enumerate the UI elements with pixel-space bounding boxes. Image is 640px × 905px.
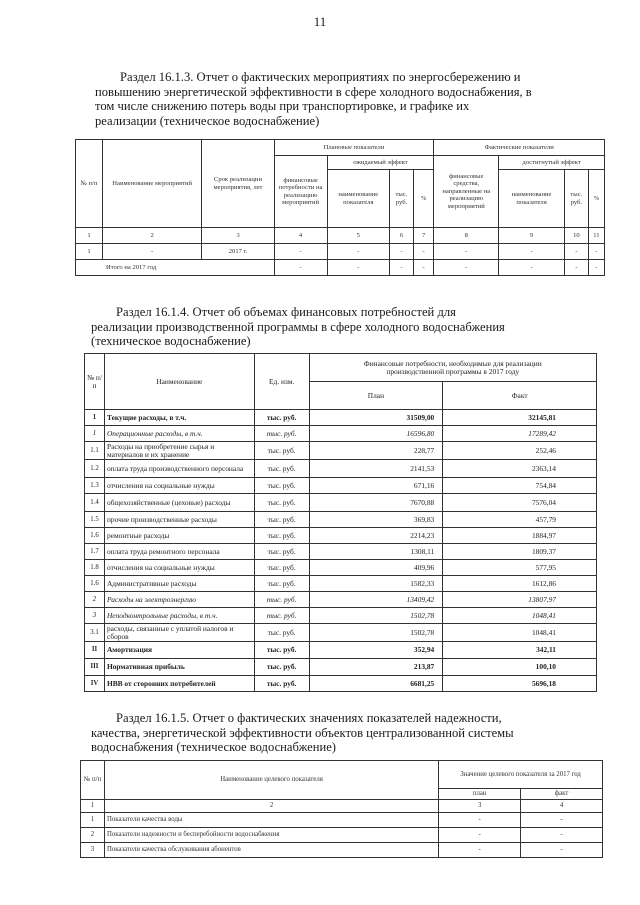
row-num: 1.4: [85, 494, 105, 512]
row-num: 3.1: [85, 624, 105, 642]
col-number: 2: [102, 228, 201, 244]
hdr-fin-need: финансовые потребности на реализацию мероприятий: [274, 156, 327, 228]
row-plan: 7670,88: [309, 494, 443, 512]
row-unit: тыс. руб.: [254, 659, 309, 676]
row-unit: тыс. руб.: [254, 512, 309, 528]
col-number: 4: [521, 800, 603, 813]
row-unit: тыс. руб.: [254, 410, 309, 426]
row-plan: -: [439, 828, 521, 843]
col-number: 2: [104, 800, 438, 813]
row-plan: 2214,23: [309, 528, 443, 544]
row-plan: 1502,78: [309, 608, 443, 624]
table-row: [85, 442, 597, 460]
row-plan: 2141,53: [309, 460, 443, 478]
row-name: Показатели качества воды: [104, 813, 438, 828]
table-row: [85, 512, 597, 528]
row-unit: тыс. руб.: [254, 426, 309, 442]
heading-line: (техническое водоснабжение): [91, 334, 251, 348]
table-row: [85, 608, 597, 624]
row-name: Амортизация: [104, 642, 254, 659]
row-fact: 100,10: [443, 659, 597, 676]
cell: -: [413, 244, 434, 260]
table-row: [85, 592, 597, 608]
hdr-name: Наименование мероприятий: [102, 140, 201, 228]
hdr-ths: тыс. руб.: [390, 170, 414, 228]
row-unit: тыс. руб.: [254, 676, 309, 692]
row-num: 1.6: [85, 528, 105, 544]
section-heading-16-1-3: [95, 70, 587, 128]
row-name: расходы, связанные с уплатой налогов и сборов: [104, 624, 254, 642]
table-row: [85, 576, 597, 592]
table-row: [85, 659, 597, 676]
cell: -: [564, 244, 588, 260]
heading-line: качества, энергетической эффективности объектов централизованной системы: [91, 725, 514, 740]
table-row: [85, 478, 597, 494]
row-plan: 1308,11: [309, 544, 443, 560]
row-num: 1.1: [85, 442, 105, 460]
row-num: III: [85, 659, 105, 676]
row-fact: 1884,97: [443, 528, 597, 544]
row-fact: 17289,42: [443, 426, 597, 442]
row-fact: 457,79: [443, 512, 597, 528]
row-num: IV: [85, 676, 105, 692]
row-fact: 2363,14: [443, 460, 597, 478]
hdr-actual: Фактические показатели: [434, 140, 605, 156]
table-row: [85, 676, 597, 692]
col-number: 10: [564, 228, 588, 244]
row-name: Показатели качества обслуживания абонентов: [104, 843, 438, 858]
row-plan: 409,96: [309, 560, 443, 576]
table-row: [85, 460, 597, 478]
cell: 2017 г.: [202, 244, 274, 260]
row-fact: 577,95: [443, 560, 597, 576]
table-row: [81, 843, 603, 858]
row-num: 1: [85, 426, 105, 442]
row-num: 1.8: [85, 560, 105, 576]
row-fact: 1809,37: [443, 544, 597, 560]
row-plan: 213,87: [309, 659, 443, 676]
table-total-row: [76, 260, 605, 276]
row-plan: 228,77: [309, 442, 443, 460]
heading-line: Раздел 16.1.3. Отчет о фактических мероприятиях по энергосбережению и: [120, 70, 521, 84]
row-name: Административные расходы: [104, 576, 254, 592]
row-name: НВВ от сторонних потребителей: [104, 676, 254, 692]
row-unit: тыс. руб.: [254, 624, 309, 642]
hdr-expected: ожидаемый эффект: [327, 156, 434, 170]
row-num: 1.7: [85, 544, 105, 560]
table-row: [85, 642, 597, 659]
row-num: 2: [81, 828, 105, 843]
col-number: 6: [390, 228, 414, 244]
heading-line: реализации (техническое водоснабжение): [95, 113, 320, 128]
row-num: 1.2: [85, 460, 105, 478]
section-heading-16-1-4: [91, 305, 571, 349]
hdr-pct: %: [413, 170, 434, 228]
row-fact: -: [521, 828, 603, 843]
table-row: [85, 560, 597, 576]
row-unit: тыс. руб.: [254, 592, 309, 608]
hdr-pct: %: [588, 170, 604, 228]
row-plan: 13409,42: [309, 592, 443, 608]
col-number: 7: [413, 228, 434, 244]
row-name: отчисления на социальные нужды: [104, 478, 254, 494]
hdr-achieved: достигнутый эффект: [499, 156, 605, 170]
hdr-ths: тыс. руб.: [564, 170, 588, 228]
cell: 1: [76, 244, 103, 260]
row-unit: тыс. руб.: [254, 642, 309, 659]
cell: -: [499, 244, 565, 260]
row-fact: -: [521, 843, 603, 858]
row-unit: тыс. руб.: [254, 576, 309, 592]
hdr-fact: Факт: [443, 382, 597, 410]
section-heading-16-1-5: [91, 711, 578, 755]
hdr-plan: план: [439, 789, 521, 800]
row-fact: -: [521, 813, 603, 828]
hdr-ind-name: наименование показателя: [499, 170, 565, 228]
row-unit: тыс. руб.: [254, 608, 309, 624]
row-fact: 252,46: [443, 442, 597, 460]
cell: -: [434, 260, 499, 276]
table-energy-saving-measures: [75, 139, 605, 276]
total-label: Итого на 2017 год: [76, 260, 275, 276]
row-unit: тыс. руб.: [254, 478, 309, 494]
row-fact: 5696,18: [443, 676, 597, 692]
table-row: [85, 528, 597, 544]
row-unit: тыс. руб.: [254, 560, 309, 576]
row-num: 1: [85, 410, 105, 426]
col-number: 5: [327, 228, 390, 244]
row-num: 1: [81, 813, 105, 828]
cell: -: [564, 260, 588, 276]
cell: -: [588, 244, 604, 260]
table-row: [81, 828, 603, 843]
table-row: [76, 244, 605, 260]
row-name: Расходы на приобретение сырья и материалов и их хранение: [104, 442, 254, 460]
hdr-num: № п/п: [81, 761, 105, 800]
row-fact: 32145,81: [443, 410, 597, 426]
hdr-fin: Финансовые потребности, необходимые для реализации производственной программы в 2017 году: [309, 354, 596, 382]
row-plan: 31509,00: [309, 410, 443, 426]
cell: -: [499, 260, 565, 276]
cell: -: [588, 260, 604, 276]
heading-line: водоснабжения (техническое водоснабжение): [91, 740, 336, 754]
row-name: Неподконтрольные расходы, в т.ч.: [104, 608, 254, 624]
table-target-indicators: [80, 760, 603, 858]
cell: -: [327, 260, 390, 276]
col-number: 1: [81, 800, 105, 813]
row-name: прочие производственные расходы: [104, 512, 254, 528]
col-number: 8: [434, 228, 499, 244]
row-num: 3: [81, 843, 105, 858]
table-financial-needs: [84, 353, 597, 692]
row-num: 2: [85, 592, 105, 608]
row-fact: 1612,86: [443, 576, 597, 592]
row-unit: тыс. руб.: [254, 528, 309, 544]
row-name: ремонтные расходы: [104, 528, 254, 544]
row-num: 1.6: [85, 576, 105, 592]
heading-line: повышению энергетической эффективности в сфере холодного водоснабжения, в: [95, 84, 532, 99]
row-fact: 754,84: [443, 478, 597, 494]
table-row: [85, 544, 597, 560]
col-number: 3: [439, 800, 521, 813]
row-plan: 1502,78: [309, 624, 443, 642]
heading-line: реализации производственной программы в сфере холодного водоснабжения: [91, 319, 505, 334]
hdr-planned: Плановые показатели: [274, 140, 434, 156]
col-number: 1: [76, 228, 103, 244]
row-plan: 6681,25: [309, 676, 443, 692]
row-plan: 16596,80: [309, 426, 443, 442]
row-num: II: [85, 642, 105, 659]
row-name: Текущие расходы, в т.ч.: [104, 410, 254, 426]
table-row: [85, 494, 597, 512]
row-unit: тыс. руб.: [254, 544, 309, 560]
row-fact: 7576,04: [443, 494, 597, 512]
row-fact: 1048,41: [443, 608, 597, 624]
page-number: 11: [313, 14, 327, 29]
cell: -: [102, 244, 201, 260]
table-row: [85, 426, 597, 442]
col-number: 4: [274, 228, 327, 244]
row-num: 1.3: [85, 478, 105, 494]
row-fact: 13807,97: [443, 592, 597, 608]
cell: -: [274, 260, 327, 276]
col-number: 3: [202, 228, 274, 244]
cell: -: [327, 244, 390, 260]
row-name: общехозяйственные (цеховые) расходы: [104, 494, 254, 512]
row-num: 3: [85, 608, 105, 624]
row-plan: 352,94: [309, 642, 443, 659]
cell: -: [434, 244, 499, 260]
row-unit: тыс. руб.: [254, 460, 309, 478]
hdr-ind-name: наименование показателя: [327, 170, 390, 228]
cell: -: [390, 244, 414, 260]
row-fact: 342,11: [443, 642, 597, 659]
row-plan: -: [439, 843, 521, 858]
col-number: 11: [588, 228, 604, 244]
row-name: Показатели надежности и бесперебойности водоснабжения: [104, 828, 438, 843]
col-number: 9: [499, 228, 565, 244]
table-row: [85, 410, 597, 426]
row-unit: тыс. руб.: [254, 494, 309, 512]
cell: -: [274, 244, 327, 260]
hdr-fact: факт: [521, 789, 603, 800]
hdr-num: № п/п: [76, 140, 103, 228]
hdr-name: Наименование: [104, 354, 254, 410]
hdr-fin-means: финансовые средства, направленные на реализацию мероприятий: [434, 156, 499, 228]
row-name: Нормативная прибыль: [104, 659, 254, 676]
row-num: 1.5: [85, 512, 105, 528]
cell: -: [413, 260, 434, 276]
hdr-term: Срок реализации мероприятия, лет: [202, 140, 274, 228]
cell: -: [390, 260, 414, 276]
table-row: [81, 813, 603, 828]
heading-line: Раздел 16.1.5. Отчет о фактических значениях показателей надежности,: [116, 711, 502, 725]
row-plan: 369,83: [309, 512, 443, 528]
table-row: [85, 624, 597, 642]
heading-line: Раздел 16.1.4. Отчет об объемах финансовых потребностей для: [116, 305, 456, 319]
hdr-num: № п/п: [85, 354, 105, 410]
row-name: Расходы на электроэнергию: [104, 592, 254, 608]
row-name: Операционные расходы, в т.ч.: [104, 426, 254, 442]
hdr-value: Значение целевого показателя за 2017 год: [439, 761, 603, 789]
row-plan: 671,16: [309, 478, 443, 494]
row-plan: 1582,33: [309, 576, 443, 592]
hdr-name: Наименование целевого показателя: [104, 761, 438, 800]
hdr-unit: Ед. изм.: [254, 354, 309, 410]
row-unit: тыс. руб.: [254, 442, 309, 460]
row-name: оплата труда ремонтного персонала: [104, 544, 254, 560]
hdr-plan: План: [309, 382, 443, 410]
table-row: [76, 228, 605, 244]
row-plan: -: [439, 813, 521, 828]
row-name: оплата труда производственного персонала: [104, 460, 254, 478]
heading-line: том числе снижению потерь воды при транспортировке, и графике их: [95, 99, 470, 113]
row-name: отчисления на социальные нужды: [104, 560, 254, 576]
row-fact: 1048,41: [443, 624, 597, 642]
table-row: [81, 800, 603, 813]
